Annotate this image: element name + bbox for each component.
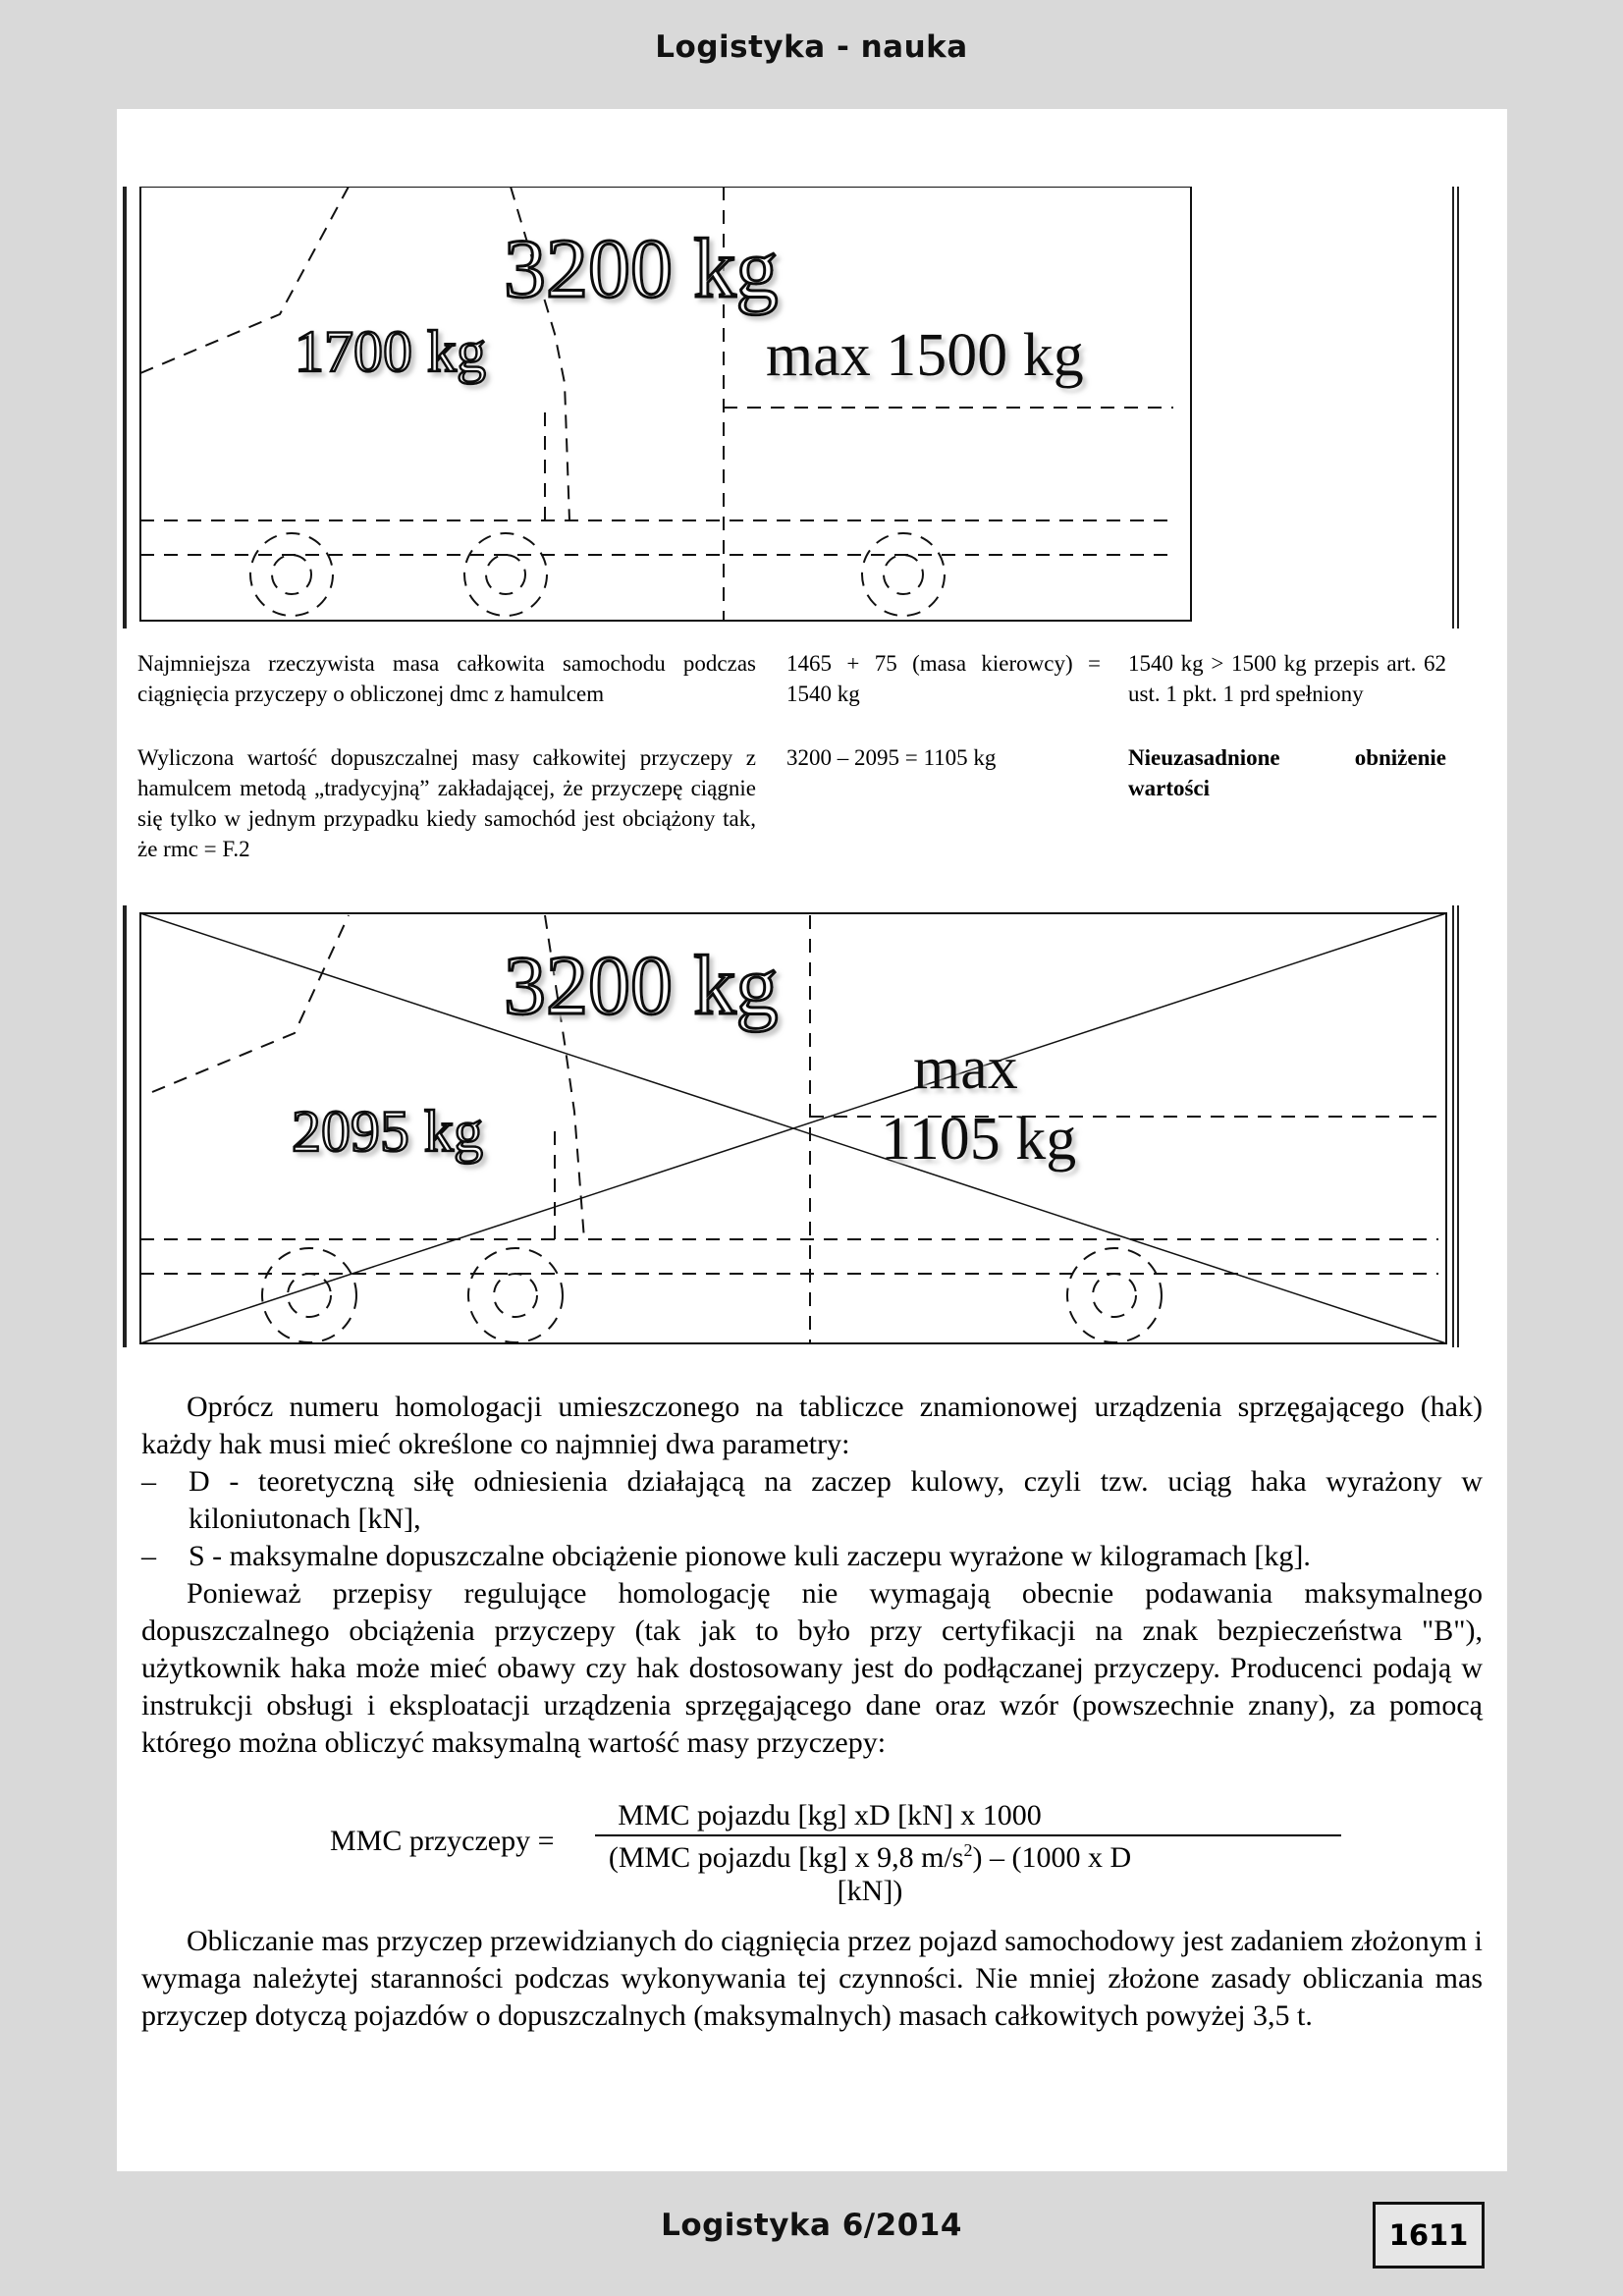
wheel-3 xyxy=(862,533,945,616)
journal-header: Logistyka - nauka xyxy=(655,29,968,65)
frame-right-b xyxy=(1457,187,1459,629)
row1-description: Najmniejsza rzeczywista masa całkowita samochodu podczas ciągnięcia przyczepy o obliczonej dmc z hamulcem xyxy=(137,651,756,706)
label-car-mass: 1700 kg xyxy=(295,319,486,384)
label-car-mass-2: 2095 kg xyxy=(292,1099,483,1164)
list-item-d xyxy=(141,1463,1483,1538)
trailer-mass-formula xyxy=(330,1799,1351,1907)
frame-left xyxy=(123,187,127,629)
row1-calculation: 1465 + 75 (masa kierowcy) = 1540 kg xyxy=(786,651,1101,706)
wheel-2-3 xyxy=(1067,1248,1162,1342)
wheel-2-2 xyxy=(468,1248,563,1342)
wheel-2 xyxy=(464,533,547,616)
comparison-table xyxy=(123,187,1460,1347)
list-item-s xyxy=(141,1538,1483,1575)
label-total-mass-2: 3200 kg xyxy=(504,938,779,1032)
wheel-1 xyxy=(250,533,333,616)
row1-conclusion: 1540 kg > 1500 kg przepis art. 62 ust. 1 pkt. 1 prd spełniony xyxy=(1128,651,1446,706)
list-dash: – xyxy=(141,1465,156,1498)
wheel-2-1 xyxy=(262,1248,356,1342)
paragraph-1: Oprócz numeru homologacji umieszczonego na tabliczce znamionowej urządzenia sprzęgającego (hak) każdy hak musi mieć określone co najmniej dwa parametry: xyxy=(141,1391,1483,1460)
label-trailer-max: max xyxy=(913,1035,1018,1102)
journal-footer: Logistyka 6/2014 xyxy=(661,2208,962,2243)
vehicle-diagram-1 xyxy=(123,187,1460,629)
paragraph-2: Ponieważ przepisy regulujące homologację nie wymagają obecnie podawania maksymalnego dopuszczalnego obciążenia przyczepy (tak jak to było przy certyfikacji na znak bezpieczeństwa "B"), użytkownik haka może mieć obawy czy hak dostosowany jest do podłączanej przyczepy. Producenci podają w instrukcji obsługi i eksploatacji urządzenia sprzęgającego dane oraz wzór (powszechnie znany), za pomocą którego można obliczyć maksymalną wartość masy przyczepy: xyxy=(141,1577,1483,1759)
frame-right-2a xyxy=(1452,905,1454,1347)
vehicle-diagram-2 xyxy=(123,905,1460,1347)
page-number: 1611 xyxy=(1373,2202,1485,2269)
label-total-mass: 3200 kg xyxy=(504,221,779,315)
list-item-s-text: S - maksymalne dopuszczalne obciążenie pionowe kuli zaczepu wyrażone w kilogramach [kg]. xyxy=(189,1540,1311,1572)
figure-vehicle-1500 xyxy=(123,187,1460,629)
row2-description: Wyliczona wartość dopuszczalnej masy całkowitej przyczepy z hamulcem metodą „tradycyjną” zakładającej, że przyczepę ciągnie się tylko w jednym przypadku kiedy samochód jest obciążony tak, że rmc = F.2 xyxy=(137,745,756,861)
formula-numerator: MMC pojazdu [kg] xD [kN] x 1000 xyxy=(618,1799,1042,1831)
figure-vehicle-1105 xyxy=(123,905,1460,1347)
body-section-2 xyxy=(141,1923,1483,2035)
list-item-d-text: D - teoretyczną siłę odniesienia działającą na zaczep kulowy, czyli tzw. uciąg haka wyrażony w kiloniutonach [kN], xyxy=(189,1465,1483,1535)
fraction-bar xyxy=(595,1834,1341,1836)
label-trailer-mass: max 1500 kg xyxy=(766,322,1084,389)
row2-conclusion: Nieuzasadnione obniżenie wartości xyxy=(1128,745,1446,800)
formula-denominator: (MMC pojazdu [kg] x 9,8 $m/s^2) - (1000$ x D [kN]) xyxy=(608,1840,1132,1907)
body-section-1 xyxy=(141,1389,1483,1762)
formula-lhs: MMC przyczepy = xyxy=(330,1825,555,1857)
row2-calculation: 3200 – 2095 = 1105 kg xyxy=(786,745,997,770)
frame-right-2b xyxy=(1457,905,1459,1347)
paragraph-3: Obliczanie mas przyczep przewidzianych do ciągnięcia przez pojazd samochodowy jest zadaniem złożonym i wymaga należytej staranności podczas wykonywania tej czynności. Nie mniej złożone zasady obliczania mas przyczep dotyczą pojazdów o dopuszczalnych (maksymalnych) masach całkowitych powyżej 3,5 t. xyxy=(141,1925,1483,2032)
car-windshield-line-2 xyxy=(152,915,349,1092)
list-dash: – xyxy=(141,1540,156,1572)
frame-right-a xyxy=(1452,187,1454,629)
frame-left-2 xyxy=(123,905,127,1347)
label-trailer-mass-2: 1105 kg xyxy=(881,1106,1077,1173)
